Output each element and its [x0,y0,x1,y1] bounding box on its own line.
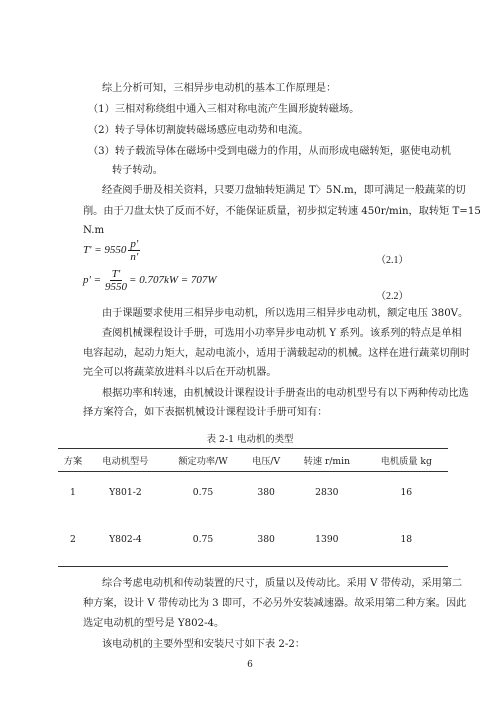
formula-2-1-numerator: p' [130,238,139,250]
table-header-cell: 方案 [58,449,88,472]
table-header-cell: 电压/V [243,449,289,472]
table-cell: 0.75 [192,486,214,498]
table-cell: Y801-2 [109,486,142,498]
table-cell: Y802-4 [88,512,163,567]
y-series-line-2: 电容起动，起动力矩大，起动电流小，适用于满载起动的机械。这样在进行蔬菜切削时 [83,348,471,359]
motor-choice-paragraph: 由于课题要求使用三相异步电动机，所以选用三相异步电动机，额定电压 380V。 [102,308,469,319]
table-header-cell: 额定功率/W [163,449,243,472]
formula-2-1-lhs: T' = 9550 [83,244,127,257]
page-number: 6 [247,660,253,670]
formula-2-1 [83,238,140,263]
scheme-paragraph-line-2: 择方案符合，如下表据机械设计课程设计手册可知有： [83,407,328,418]
table-header-row [58,449,448,472]
conclusion-line-2: 种方案，设计 V 带传动比为 3 即可，不必另外安装减速器。故采用第二种方案。因此 [83,598,467,609]
formula-2-1-denominator: n' [130,251,139,263]
principle-item-3: （3）转子载流导体在磁场中受到电磁力的作用，从而形成电磁转矩，驱使电动机 [88,146,452,157]
principle-item-3-cont: 转子转动。 [112,165,163,176]
principle-item-2: （2）转子导体切割旋转磁场感应电动势和电流。 [88,125,309,136]
y-series-line-3: 完全可以将蔬菜放进料斗以后在开动机器。 [83,367,277,378]
conclusion-line-1: 综合考虑电动机和传动装置的尺寸，质量以及传动比。采用 V 带传动，采用第二 [102,578,463,589]
table-cell: 380 [243,512,289,567]
torque-paragraph-line-3: N.m [83,225,105,236]
formula-2-1-fraction [128,238,140,263]
formula-2-2-rhs: = 0.707kW = 707W [129,274,217,287]
formula-2-1-number: （2.1） [376,255,409,266]
formula-2-2-numerator: T' [111,268,121,280]
table-header-cell: 电机质量 kg [365,449,448,472]
motor-type-table [58,448,448,567]
table-header-cell: 转速 r/min [289,449,365,472]
formula-2-2-denominator: 9550 [105,281,128,293]
table-caption: 表 2-1 电动机的类型 [206,434,294,445]
summary-intro: 综上分析可知，三相异步电动机的基本工作原理是： [102,83,337,94]
table-cell: 1 [70,486,76,498]
table-cell: 380 [257,486,275,498]
dimensions-intro: 该电动机的主要外型和安装尺寸如下表 2-2： [102,639,306,650]
conclusion-line-3: 选定电动机的型号是 Y802-4。 [83,618,225,629]
y-series-line-1: 查阅机械课程设计手册，可选用小功率异步电动机 Y 系列。该系列的特点是单相 [102,328,462,339]
table-row [58,472,448,513]
table-cell: 18 [365,512,448,567]
table-cell: 16 [400,486,413,498]
scheme-paragraph-line-1: 根据功率和转速，由机械设计课程设计手册查出的电动机型号有以下两种传动比选 [102,388,469,399]
table-row [58,512,448,567]
table-header-cell: 电动机型号 [88,449,163,472]
formula-2-2-fraction [103,268,129,293]
formula-2-2 [83,268,217,293]
formula-2-2-lhs: p' = [83,274,102,287]
table-cell: 0.75 [163,512,243,567]
formula-2-2-number: （2.2） [376,291,409,302]
principle-item-1: （1）三相对称绕组中通入三相对称电流产生圆形旋转磁场。 [88,104,360,115]
torque-paragraph-line-1: 经查阅手册及相关资料，只要刀盘轴转矩满足 T〉5N.m，即可满足一般蔬菜的切 [102,185,466,196]
torque-paragraph-line-2: 削。由于刀盘太快了反而不好，不能保证质量，初步拟定转速 450r/min，取转矩 T=15 [83,206,481,217]
table-cell: 1390 [289,512,365,567]
table-cell: 2 [58,512,88,567]
table-cell: 2830 [315,486,339,498]
